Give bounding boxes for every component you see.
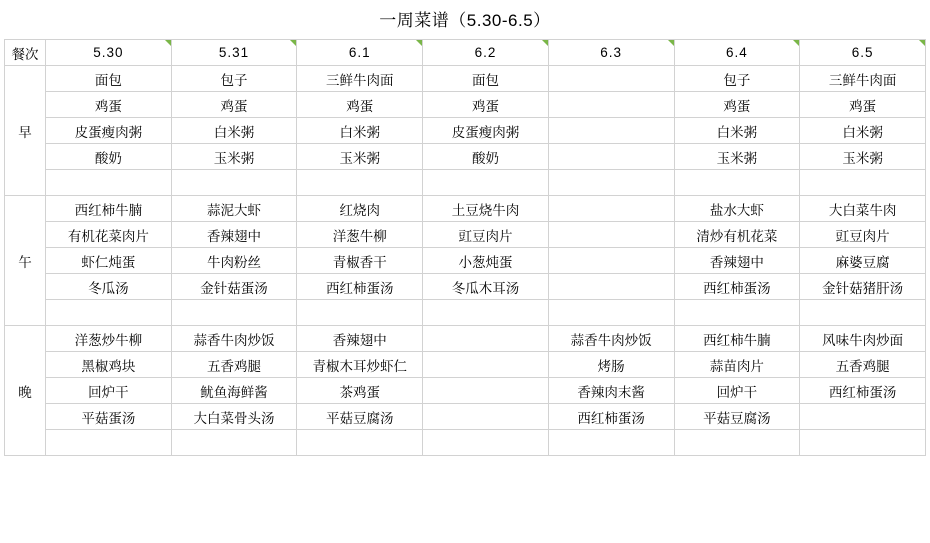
table-header-row [5, 40, 926, 66]
header-date-2 [297, 40, 423, 66]
dish-cell: 青椒香干 [297, 248, 423, 274]
dish-cell [548, 66, 674, 92]
dish-cell [297, 430, 423, 456]
dish-cell: 西红柿蛋汤 [800, 378, 926, 404]
dish-cell: 玉米粥 [800, 144, 926, 170]
header-date-3 [423, 40, 549, 66]
dish-cell: 红烧肉 [297, 196, 423, 222]
dish-cell [674, 430, 800, 456]
header-date-label: 6.5 [851, 45, 874, 60]
meal-label-dinner: 晚 [5, 326, 46, 456]
header-date-1 [171, 40, 297, 66]
dish-cell [548, 144, 674, 170]
dish-cell: 鸡蛋 [297, 92, 423, 118]
header-date-label: 6.4 [725, 45, 748, 60]
dish-cell: 西红柿蛋汤 [548, 404, 674, 430]
dish-cell [800, 170, 926, 196]
dish-cell [548, 222, 674, 248]
table-row [5, 66, 926, 92]
dish-cell [800, 430, 926, 456]
cell-marker-icon [793, 40, 799, 46]
dish-cell: 包子 [171, 66, 297, 92]
header-date-6 [800, 40, 926, 66]
dish-cell [548, 248, 674, 274]
dish-cell: 五香鸡腿 [171, 352, 297, 378]
dish-cell: 蒜香牛肉炒饭 [548, 326, 674, 352]
dish-cell: 蒜香牛肉炒饭 [171, 326, 297, 352]
dish-cell: 黑椒鸡块 [46, 352, 172, 378]
dish-cell: 皮蛋瘦肉粥 [423, 118, 549, 144]
weekly-menu-table [4, 39, 926, 456]
table-row [5, 300, 926, 326]
dish-cell [297, 300, 423, 326]
dish-cell: 鸡蛋 [674, 92, 800, 118]
dish-cell: 西红柿牛腩 [674, 326, 800, 352]
dish-cell [548, 92, 674, 118]
dish-cell: 面包 [46, 66, 172, 92]
dish-cell: 香辣肉末酱 [548, 378, 674, 404]
dish-cell [171, 300, 297, 326]
page-title: 一周菜谱（5.30-6.5） [379, 11, 551, 30]
dish-cell: 洋葱炒牛柳 [46, 326, 172, 352]
meal-label-breakfast: 早 [5, 66, 46, 196]
dish-cell [548, 430, 674, 456]
dish-cell: 包子 [674, 66, 800, 92]
header-date-label: 5.31 [218, 45, 250, 60]
table-row [5, 274, 926, 300]
cell-marker-icon [919, 40, 925, 46]
dish-cell: 香辣翅中 [171, 222, 297, 248]
dish-cell: 酸奶 [423, 144, 549, 170]
cell-marker-icon [416, 40, 422, 46]
cell-marker-icon [668, 40, 674, 46]
dish-cell: 土豆烧牛肉 [423, 196, 549, 222]
dish-cell: 平菇蛋汤 [46, 404, 172, 430]
table-row [5, 118, 926, 144]
dish-cell: 大白菜骨头汤 [171, 404, 297, 430]
dish-cell: 鱿鱼海鲜酱 [171, 378, 297, 404]
dish-cell: 玉米粥 [674, 144, 800, 170]
dish-cell [548, 196, 674, 222]
dish-cell: 豇豆肉片 [423, 222, 549, 248]
dish-cell: 蒜泥大虾 [171, 196, 297, 222]
dish-cell: 冬瓜汤 [46, 274, 172, 300]
dish-cell: 清炒有机花菜 [674, 222, 800, 248]
dish-cell: 蒜苗肉片 [674, 352, 800, 378]
dish-cell [548, 118, 674, 144]
cell-marker-icon [290, 40, 296, 46]
dish-cell: 五香鸡腿 [800, 352, 926, 378]
dish-cell: 茶鸡蛋 [297, 378, 423, 404]
dish-cell: 牛肉粉丝 [171, 248, 297, 274]
dish-cell [800, 404, 926, 430]
dish-cell: 鸡蛋 [800, 92, 926, 118]
dish-cell: 西红柿牛腩 [46, 196, 172, 222]
table-row [5, 170, 926, 196]
table-row [5, 144, 926, 170]
dish-cell: 酸奶 [46, 144, 172, 170]
table-row [5, 222, 926, 248]
dish-cell: 鸡蛋 [423, 92, 549, 118]
dish-cell [423, 170, 549, 196]
dish-cell: 玉米粥 [171, 144, 297, 170]
dish-cell: 鸡蛋 [46, 92, 172, 118]
dish-cell: 香辣翅中 [674, 248, 800, 274]
dish-cell: 白米粥 [800, 118, 926, 144]
dish-cell: 冬瓜木耳汤 [423, 274, 549, 300]
table-row [5, 430, 926, 456]
header-date-label: 5.30 [93, 45, 124, 60]
dish-cell: 有机花菜肉片 [46, 222, 172, 248]
dish-cell [171, 170, 297, 196]
dish-cell: 三鲜牛肉面 [297, 66, 423, 92]
table-row [5, 92, 926, 118]
dish-cell: 回炉干 [674, 378, 800, 404]
dish-cell [548, 300, 674, 326]
dish-cell [423, 352, 549, 378]
dish-cell [171, 430, 297, 456]
dish-cell: 烤肠 [548, 352, 674, 378]
dish-cell [46, 170, 172, 196]
header-date-label: 6.2 [474, 45, 497, 60]
table-row [5, 404, 926, 430]
dish-cell: 青椒木耳炒虾仁 [297, 352, 423, 378]
dish-cell: 盐水大虾 [674, 196, 800, 222]
header-meal-column: 餐次 [5, 40, 46, 66]
dish-cell: 回炉干 [46, 378, 172, 404]
header-date-5 [674, 40, 800, 66]
table-row [5, 248, 926, 274]
table-row [5, 326, 926, 352]
dish-cell: 皮蛋瘦肉粥 [46, 118, 172, 144]
header-date-4 [548, 40, 674, 66]
dish-cell: 白米粥 [674, 118, 800, 144]
header-date-0 [46, 40, 172, 66]
dish-cell: 西红柿蛋汤 [674, 274, 800, 300]
dish-cell: 香辣翅中 [297, 326, 423, 352]
dish-cell [423, 326, 549, 352]
dish-cell: 面包 [423, 66, 549, 92]
dish-cell [800, 300, 926, 326]
dish-cell: 金针菇蛋汤 [171, 274, 297, 300]
dish-cell: 大白菜牛肉 [800, 196, 926, 222]
dish-cell: 金针菇猪肝汤 [800, 274, 926, 300]
dish-cell: 小葱炖蛋 [423, 248, 549, 274]
table-row [5, 352, 926, 378]
header-date-label: 6.1 [348, 45, 371, 60]
cell-marker-icon [165, 40, 171, 46]
dish-cell: 平菇豆腐汤 [297, 404, 423, 430]
dish-cell: 鸡蛋 [171, 92, 297, 118]
dish-cell [423, 300, 549, 326]
dish-cell [674, 300, 800, 326]
dish-cell: 洋葱牛柳 [297, 222, 423, 248]
dish-cell: 白米粥 [297, 118, 423, 144]
dish-cell: 平菇豆腐汤 [674, 404, 800, 430]
dish-cell [548, 170, 674, 196]
dish-cell: 西红柿蛋汤 [297, 274, 423, 300]
dish-cell: 玉米粥 [297, 144, 423, 170]
table-row [5, 378, 926, 404]
dish-cell [46, 300, 172, 326]
dish-cell: 风味牛肉炒面 [800, 326, 926, 352]
dish-cell [297, 170, 423, 196]
dish-cell: 豇豆肉片 [800, 222, 926, 248]
cell-marker-icon [542, 40, 548, 46]
dish-cell [423, 404, 549, 430]
dish-cell: 虾仁炖蛋 [46, 248, 172, 274]
header-date-label: 6.3 [600, 45, 623, 60]
dish-cell [674, 170, 800, 196]
meal-label-lunch: 午 [5, 196, 46, 326]
dish-cell: 麻婆豆腐 [800, 248, 926, 274]
dish-cell: 白米粥 [171, 118, 297, 144]
dish-cell [423, 430, 549, 456]
table-row [5, 196, 926, 222]
dish-cell [46, 430, 172, 456]
dish-cell [548, 274, 674, 300]
dish-cell: 三鲜牛肉面 [800, 66, 926, 92]
dish-cell [423, 378, 549, 404]
